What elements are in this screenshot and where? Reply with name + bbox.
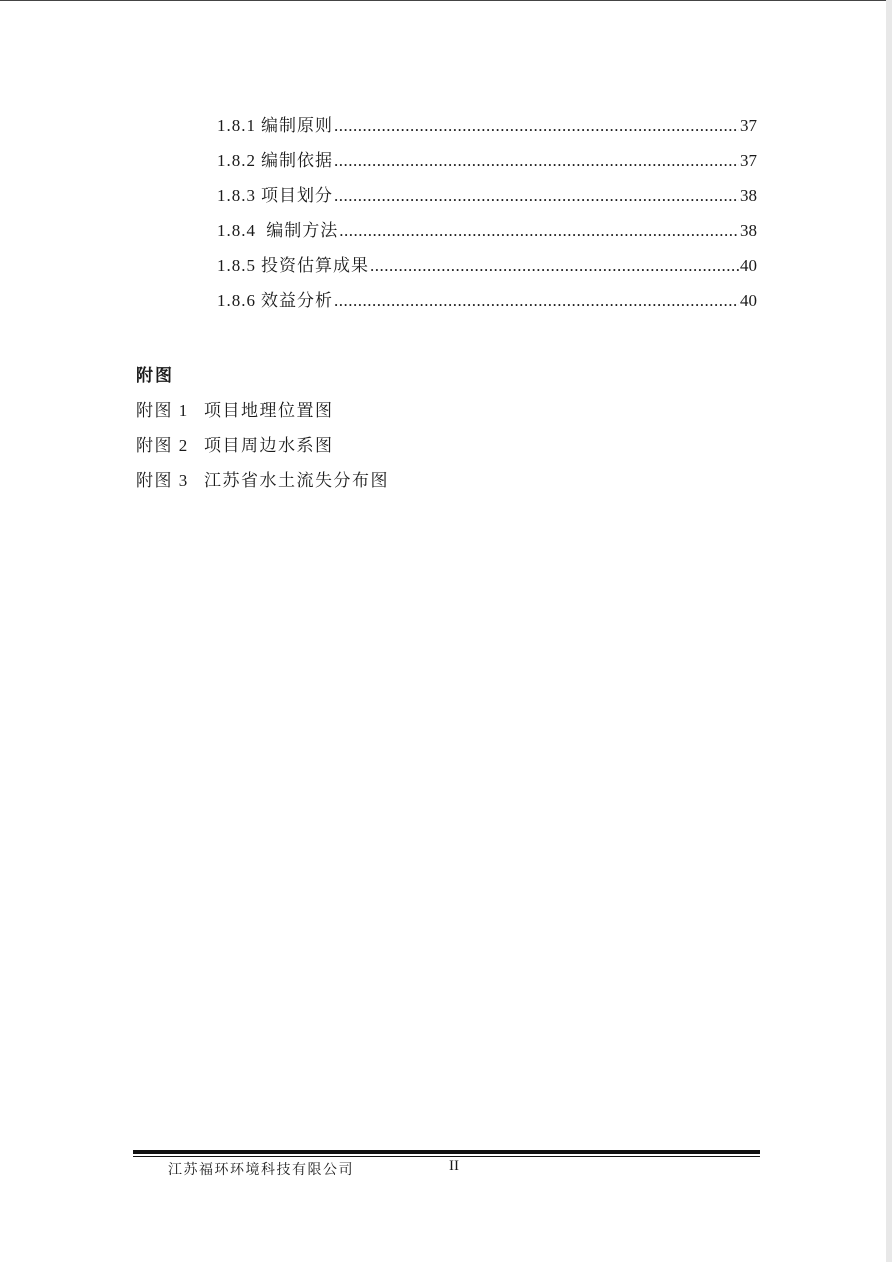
toc-item-number: 1.8.4 bbox=[217, 221, 256, 240]
toc-item-page: 38 bbox=[740, 186, 757, 205]
toc-leader-dots bbox=[334, 151, 739, 171]
toc-item[interactable] bbox=[217, 256, 757, 276]
footer-rule-thick bbox=[133, 1150, 760, 1154]
appendix-figure-item[interactable] bbox=[136, 431, 334, 456]
toc-item[interactable] bbox=[217, 151, 757, 171]
page-top-border bbox=[0, 0, 892, 1]
toc-item[interactable] bbox=[217, 186, 757, 206]
toc-item[interactable] bbox=[217, 291, 757, 311]
footer-rule-thin bbox=[133, 1156, 760, 1157]
toc-item-number: 1.8.3 bbox=[217, 186, 256, 205]
toc-item-title: 编制原则 bbox=[261, 116, 333, 135]
toc-item-title: 项目划分 bbox=[261, 186, 333, 205]
figure-title: 项目地理位置图 bbox=[204, 401, 334, 420]
figure-title: 项目周边水系图 bbox=[204, 436, 334, 455]
figure-label: 附图 2 bbox=[136, 436, 189, 455]
toc-item-page: 40 bbox=[740, 256, 757, 275]
toc-leader-dots bbox=[339, 221, 739, 241]
appendix-figure-item[interactable] bbox=[136, 466, 389, 491]
appendix-figure-item[interactable] bbox=[136, 396, 334, 421]
footer-company-name: 江苏福环环境科技有限公司 bbox=[168, 1163, 354, 1178]
toc-item-page: 37 bbox=[740, 151, 757, 170]
toc-item-title: 编制方法 bbox=[261, 221, 339, 240]
toc-leader-dots bbox=[334, 116, 739, 136]
toc-leader-dots bbox=[334, 186, 739, 206]
figure-label: 附图 1 bbox=[136, 401, 189, 420]
page-right-edge bbox=[886, 0, 892, 1262]
toc-item-number: 1.8.6 bbox=[217, 291, 256, 310]
toc-item-number: 1.8.1 bbox=[217, 116, 256, 135]
toc-leader-dots bbox=[370, 256, 739, 276]
toc-item[interactable] bbox=[217, 116, 757, 136]
toc-item-page: 37 bbox=[740, 116, 757, 135]
toc-leader-dots bbox=[334, 291, 739, 311]
toc-item-page: 40 bbox=[740, 291, 757, 310]
toc-item-number: 1.8.5 bbox=[217, 256, 256, 275]
toc-item-title: 编制依据 bbox=[261, 151, 333, 170]
toc-item-title: 效益分析 bbox=[261, 291, 333, 310]
figure-label: 附图 3 bbox=[136, 471, 189, 490]
toc-item-number: 1.8.2 bbox=[217, 151, 256, 170]
appendix-heading: 附图 bbox=[136, 366, 174, 385]
footer-page-number: II bbox=[449, 1158, 459, 1174]
toc-item-page: 38 bbox=[740, 221, 757, 240]
toc-item-title: 投资估算成果 bbox=[261, 256, 369, 275]
toc-item[interactable] bbox=[217, 221, 757, 241]
figure-title: 江苏省水土流失分布图 bbox=[204, 471, 389, 490]
